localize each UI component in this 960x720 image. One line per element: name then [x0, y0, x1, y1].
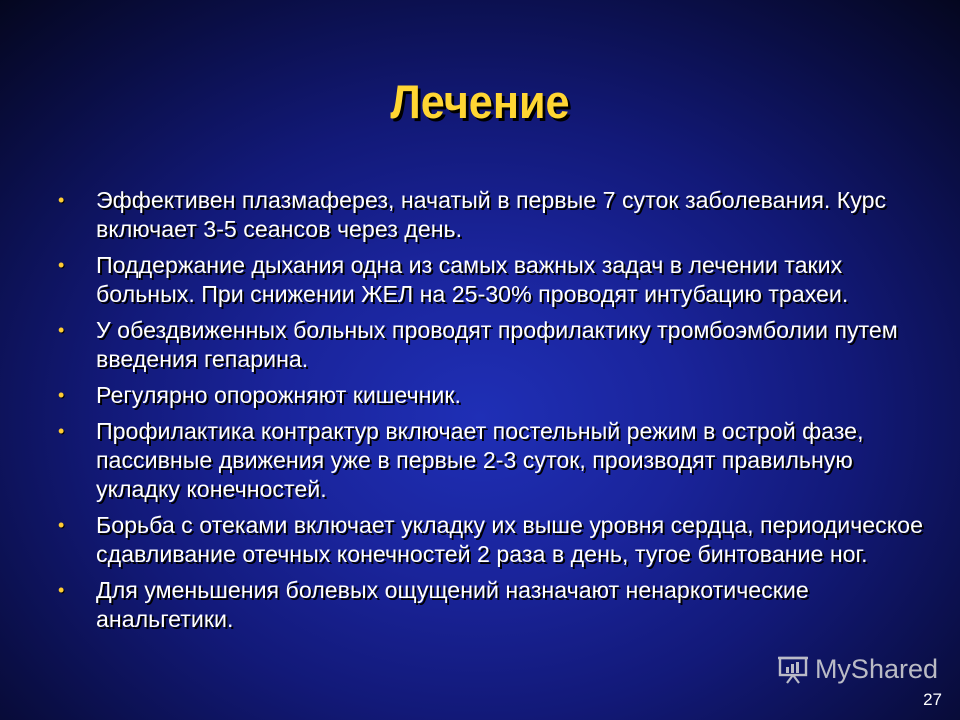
myshared-watermark[interactable] — [777, 654, 938, 685]
bullet-marker: • — [58, 320, 65, 340]
bullet-marker: • — [58, 190, 65, 210]
bullet-text: Для уменьшения болевых ощущений назначают ненаркотические анальгетики. — [96, 577, 809, 632]
bullet-item — [54, 381, 924, 410]
bullet-marker: • — [58, 385, 65, 405]
bullet-item — [54, 316, 924, 374]
page-number: 27 — [923, 690, 942, 709]
slide-title: Лечение — [390, 75, 570, 128]
bullet-text: Борьба с отеками включает укладку их выше уровня сердца, периодическое сдавливание отечных конечностей 2 раза в день, тугое бинтование ног. — [96, 512, 923, 567]
watermark-text: MyShared — [814, 654, 938, 684]
bullet-text: Регулярно опорожняют кишечник. — [96, 382, 461, 408]
bullet-marker: • — [58, 421, 65, 441]
bullet-text: У обездвиженных больных проводят профилактику тромбоэмболии путем введения гепарина. — [96, 317, 898, 372]
bullet-text: Поддержание дыхания одна из самых важных задач в лечении таких больных. При снижении ЖЕЛ на 25-30% проводят интубацию трахеи. — [96, 252, 849, 307]
bullet-item — [54, 251, 924, 309]
bullet-marker: • — [58, 580, 65, 600]
presentation-icon — [777, 655, 809, 685]
bullet-item — [54, 576, 924, 634]
bullet-item — [54, 511, 924, 569]
bullet-text: Профилактика контрактур включает постельный режим в острой фазе, пассивные движения уже в первые 2-3 суток, производят правильную укладку конечностей. — [96, 418, 864, 502]
bullet-item — [54, 417, 924, 504]
bullet-item — [54, 186, 924, 244]
bullet-marker: • — [58, 255, 65, 275]
bullet-text: Эффективен плазмаферез, начатый в первые 7 суток заболевания. Курс включает 3-5 сеансов через день. — [96, 187, 887, 242]
bullet-marker: • — [58, 515, 65, 535]
bullet-list — [54, 186, 924, 641]
